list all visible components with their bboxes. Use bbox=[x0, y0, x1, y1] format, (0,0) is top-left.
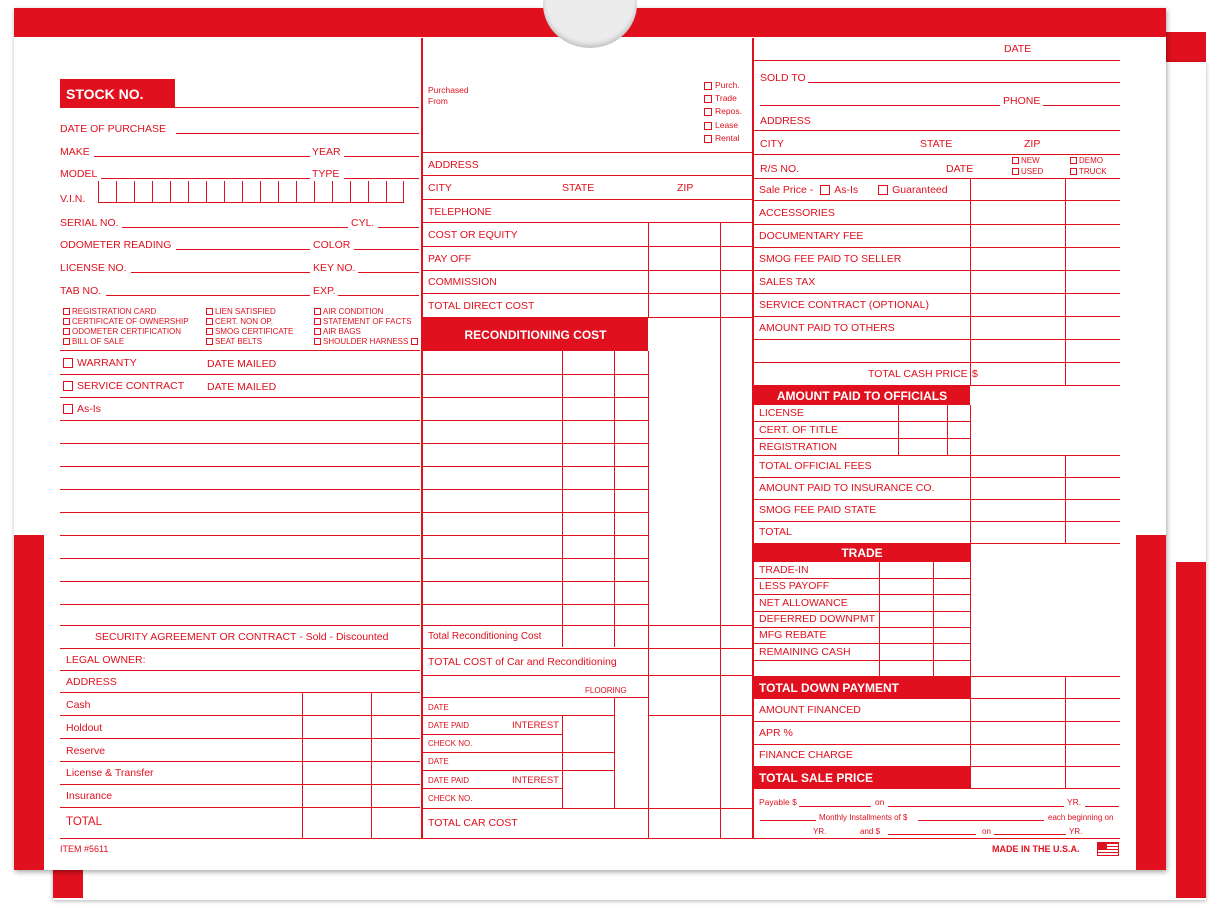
model-label: MODEL bbox=[60, 168, 98, 180]
option-rental[interactable]: Rental bbox=[704, 134, 740, 143]
middle-address-label: ADDRESS bbox=[428, 159, 479, 171]
total-reconditioning-cost: Total Reconditioning Cost bbox=[428, 631, 542, 642]
installment-yr-label: YR. bbox=[813, 827, 827, 836]
checkbox-icon bbox=[63, 381, 73, 391]
total-official-fees-label: TOTAL OFFICIAL FEES bbox=[759, 460, 872, 472]
checkbox-icon bbox=[206, 328, 213, 335]
note-line[interactable] bbox=[60, 466, 420, 467]
trade-in-label: TRADE-IN bbox=[759, 564, 809, 576]
back-card-right-tab bbox=[1176, 562, 1206, 898]
row-insurance: Insurance bbox=[66, 790, 113, 802]
note-line[interactable] bbox=[60, 420, 420, 421]
doc-air-bags[interactable]: AIR BAGS bbox=[314, 327, 361, 336]
make-label: MAKE bbox=[60, 146, 90, 158]
note-line[interactable] bbox=[60, 604, 420, 605]
us-flag-icon bbox=[1097, 842, 1119, 856]
rs-date-label: DATE bbox=[946, 163, 974, 175]
type-field[interactable] bbox=[344, 178, 419, 179]
checkbox-icon bbox=[206, 308, 213, 315]
total-cash-price-dollar: $ bbox=[972, 368, 978, 380]
checkbox-icon bbox=[63, 404, 73, 414]
flooring-date-1: DATE bbox=[428, 703, 449, 712]
used-option[interactable]: USED bbox=[1012, 167, 1043, 176]
flooring-date-paid-2: DATE PAID bbox=[428, 776, 470, 785]
amount-paid-insurance-label: AMOUNT PAID TO INSURANCE CO. bbox=[759, 482, 935, 494]
color-label: COLOR bbox=[313, 239, 351, 251]
flooring-date-paid-1: DATE PAID bbox=[428, 721, 470, 730]
cost-or-equity: COST OR EQUITY bbox=[428, 229, 518, 241]
and-on-label: on bbox=[982, 827, 991, 836]
doc-certificate-of-ownership[interactable]: CERTIFICATE OF OWNERSHIP bbox=[63, 317, 189, 326]
pay-off: PAY OFF bbox=[428, 253, 472, 265]
doc-shoulder-harness[interactable]: SHOULDER HARNESS bbox=[314, 337, 420, 346]
option-lease[interactable]: Lease bbox=[704, 121, 738, 130]
payable-on-field[interactable] bbox=[888, 806, 1064, 807]
checkbox-icon bbox=[63, 358, 73, 368]
license-fee-label: LICENSE bbox=[759, 407, 804, 419]
as-is-option[interactable]: As-Is bbox=[63, 403, 101, 415]
exp-field[interactable] bbox=[338, 295, 419, 296]
checkbox-icon bbox=[1012, 168, 1019, 175]
note-line[interactable] bbox=[60, 443, 420, 444]
doc-air-condition[interactable]: AIR CONDITION bbox=[314, 307, 383, 316]
phone-field[interactable] bbox=[1043, 105, 1120, 106]
checkbox-icon bbox=[704, 108, 712, 116]
note-line[interactable] bbox=[60, 512, 420, 513]
truck-option[interactable]: TRUCK bbox=[1070, 167, 1107, 176]
vin-label: V.I.N. bbox=[60, 193, 86, 205]
payable-yr-label: YR. bbox=[1067, 797, 1082, 807]
checkbox-icon bbox=[63, 328, 70, 335]
cert-of-title-label: CERT. OF TITLE bbox=[759, 424, 838, 436]
each-beginning-label: each beginning on bbox=[1048, 813, 1114, 822]
rs-no-label: R/S NO. bbox=[760, 163, 800, 175]
checkbox-icon bbox=[411, 338, 418, 345]
cyl-label: CYL. bbox=[351, 217, 375, 229]
flooring-check-no-2: CHECK NO. bbox=[428, 794, 473, 803]
note-line[interactable] bbox=[60, 581, 420, 582]
amount-financed-label: AMOUNT FINANCED bbox=[759, 704, 861, 716]
left-address-label: ADDRESS bbox=[66, 676, 117, 688]
security-agreement-label: SECURITY AGREEMENT OR CONTRACT - Sold - Discounted bbox=[95, 631, 389, 643]
service-date-mailed: DATE MAILED bbox=[207, 381, 277, 393]
checkbox-icon bbox=[314, 318, 321, 325]
checkbox-icon bbox=[704, 82, 712, 90]
from-label: From bbox=[428, 96, 448, 106]
trade-header: TRADE bbox=[754, 543, 970, 562]
monthly-installments-field[interactable] bbox=[918, 820, 1044, 821]
made-in-usa: MADE IN THE U.S.A. bbox=[992, 844, 1080, 854]
telephone-label: TELEPHONE bbox=[428, 206, 492, 218]
checkbox-icon bbox=[704, 95, 712, 103]
key-no-field[interactable] bbox=[358, 272, 419, 273]
and-label: and $ bbox=[860, 827, 881, 836]
divider-left-middle bbox=[421, 38, 423, 838]
payable-on-label: on bbox=[875, 797, 885, 807]
year-label: YEAR bbox=[312, 146, 341, 158]
license-no-field[interactable] bbox=[131, 272, 310, 273]
final-yr-label: YR. bbox=[1069, 827, 1083, 836]
note-line[interactable] bbox=[60, 489, 420, 490]
less-payoff-label: LESS PAYOFF bbox=[759, 580, 830, 592]
serial-no-field[interactable] bbox=[122, 227, 348, 228]
checkbox-icon bbox=[314, 308, 321, 315]
row-license-transfer: License & Transfer bbox=[66, 767, 154, 779]
back-card-bottom-tab bbox=[53, 870, 83, 898]
monthly-installments-label: Monthly Installments of $ bbox=[819, 813, 908, 822]
right-total-label: TOTAL bbox=[759, 526, 792, 538]
warranty-date-mailed: DATE MAILED bbox=[207, 358, 277, 370]
legal-owner-label: LEGAL OWNER: bbox=[66, 654, 146, 666]
doc-statement-of-facts[interactable]: STATEMENT OF FACTS bbox=[314, 317, 411, 326]
net-allowance-label: NET ALLOWANCE bbox=[759, 597, 848, 609]
apr-label: APR % bbox=[759, 727, 793, 739]
odometer-label: ODOMETER READING bbox=[60, 239, 172, 251]
checkbox-icon bbox=[206, 338, 213, 345]
commission: COMMISSION bbox=[428, 276, 497, 288]
smog-fee-seller-label: SMOG FEE PAID TO SELLER bbox=[759, 253, 902, 265]
flooring-interest-2: INTEREST bbox=[512, 775, 559, 786]
row-holdout: Holdout bbox=[66, 722, 103, 734]
sales-tax-label: SALES TAX bbox=[759, 276, 816, 288]
total-cost-car-recon: TOTAL COST of Car and Reconditioning bbox=[428, 656, 617, 668]
serial-no-label: SERIAL NO. bbox=[60, 217, 119, 229]
right-edge-tab bbox=[1136, 535, 1166, 870]
flooring-label: FLOORING bbox=[585, 686, 627, 695]
note-line[interactable] bbox=[60, 558, 420, 559]
payable-field[interactable] bbox=[799, 806, 871, 807]
guaranteed-checkbox-icon[interactable] bbox=[878, 185, 888, 195]
right-city-label: CITY bbox=[760, 138, 784, 150]
demo-option[interactable]: DEMO bbox=[1070, 156, 1103, 165]
row-total: TOTAL bbox=[66, 816, 102, 828]
flooring-interest-1: INTEREST bbox=[512, 720, 559, 731]
make-field[interactable] bbox=[94, 156, 310, 157]
checkbox-icon bbox=[314, 328, 321, 335]
stock-no-label: STOCK NO. bbox=[60, 79, 175, 108]
vin-boxes[interactable] bbox=[98, 181, 404, 203]
checkbox-icon bbox=[63, 308, 70, 315]
model-field[interactable] bbox=[101, 178, 310, 179]
total-cash-price-label: TOTAL CASH PRICE bbox=[868, 368, 968, 380]
registration-fee-label: REGISTRATION bbox=[759, 441, 837, 453]
middle-city-label: CITY bbox=[428, 182, 452, 194]
officials-header: AMOUNT PAID TO OFFICIALS bbox=[754, 386, 970, 405]
checkbox-icon bbox=[63, 318, 70, 325]
checkbox-icon bbox=[63, 338, 70, 345]
bottom-rule bbox=[60, 838, 1120, 839]
purchased-label: Purchased bbox=[428, 85, 469, 95]
date-of-purchase-field[interactable] bbox=[176, 133, 419, 134]
checkbox-icon bbox=[704, 122, 712, 130]
odometer-field[interactable] bbox=[176, 249, 310, 250]
right-date-label: DATE bbox=[1004, 43, 1032, 55]
date-of-purchase-label: DATE OF PURCHASE bbox=[60, 123, 166, 135]
checkbox-icon bbox=[1070, 157, 1077, 164]
right-address-label: ADDRESS bbox=[760, 115, 811, 127]
doc-odometer-certification[interactable]: ODOMETER CERTIFICATION bbox=[63, 327, 181, 336]
sold-to-label: SOLD TO bbox=[760, 72, 806, 84]
year-field[interactable] bbox=[344, 156, 419, 157]
row-reserve: Reserve bbox=[66, 745, 106, 757]
accessories-label: ACCESSORIES bbox=[759, 207, 835, 219]
note-line[interactable] bbox=[60, 535, 420, 536]
service-contract-option[interactable]: SERVICE CONTRACT bbox=[63, 380, 184, 392]
total-sale-price-label: TOTAL SALE PRICE bbox=[754, 767, 970, 788]
color-field[interactable] bbox=[354, 249, 419, 250]
cyl-field[interactable] bbox=[378, 227, 419, 228]
flooring-check-no-1: CHECK NO. bbox=[428, 739, 473, 748]
checkbox-icon bbox=[1070, 168, 1077, 175]
smog-fee-state-label: SMOG FEE PAID STATE bbox=[759, 504, 877, 516]
sold-to-field[interactable] bbox=[808, 82, 1120, 83]
remaining-cash-label: REMAINING CASH bbox=[759, 646, 851, 658]
middle-zip-label: ZIP bbox=[677, 182, 694, 194]
phone-label: PHONE bbox=[1003, 95, 1041, 107]
deferred-downpmt-label: DEFERRED DOWNPMT bbox=[759, 613, 876, 625]
total-direct-cost: TOTAL DIRECT COST bbox=[428, 300, 535, 312]
left-edge-tab bbox=[14, 535, 44, 870]
doc-lien-satisfied[interactable]: LIEN SATISFIED bbox=[206, 307, 276, 316]
tab-no-label: TAB NO. bbox=[60, 285, 102, 297]
documentary-fee-label: DOCUMENTARY FEE bbox=[759, 230, 864, 242]
doc-bill-of-sale[interactable]: BILL OF SALE bbox=[63, 337, 124, 346]
payable-label: Payable $ bbox=[759, 797, 797, 807]
service-contract-optional-label: SERVICE CONTRACT (OPTIONAL) bbox=[759, 299, 929, 311]
type-label: TYPE bbox=[312, 168, 340, 180]
exp-label: EXP. bbox=[313, 285, 336, 297]
payable-yr-field[interactable] bbox=[1085, 806, 1119, 807]
new-option[interactable]: NEW bbox=[1012, 156, 1040, 165]
form-card bbox=[14, 8, 1166, 870]
option-repos[interactable]: Repos. bbox=[704, 107, 742, 116]
item-number: ITEM #5611 bbox=[60, 844, 109, 854]
right-zip-label: ZIP bbox=[1024, 138, 1041, 150]
as-is-checkbox-icon[interactable] bbox=[820, 185, 830, 195]
doc-registration-card[interactable]: REGISTRATION CARD bbox=[63, 307, 156, 316]
tab-no-field[interactable] bbox=[106, 295, 310, 296]
right-state-label: STATE bbox=[920, 138, 953, 150]
checkbox-icon bbox=[314, 338, 321, 345]
doc-smog-certificate[interactable]: SMOG CERTIFICATE bbox=[206, 327, 293, 336]
back-card-right-stripe bbox=[1166, 32, 1206, 62]
option-trade[interactable]: Trade bbox=[704, 94, 737, 103]
option-purch[interactable]: Purch. bbox=[704, 81, 740, 90]
key-no-label: KEY NO. bbox=[313, 262, 356, 274]
doc-seat-belts[interactable]: SEAT BELTS bbox=[206, 337, 262, 346]
mfg-rebate-label: MFG REBATE bbox=[759, 629, 827, 641]
row-cash: Cash bbox=[66, 699, 91, 711]
doc-cert-non-op[interactable]: CERT. NON OP. bbox=[206, 317, 273, 326]
reconditioning-header: RECONDITIONING COST bbox=[423, 318, 648, 351]
note-line[interactable] bbox=[60, 625, 420, 626]
amount-paid-others-label: AMOUNT PAID TO OTHERS bbox=[759, 322, 895, 334]
checkbox-icon bbox=[704, 135, 712, 143]
sale-price-row: Sale Price - As-Is Guaranteed bbox=[759, 184, 948, 196]
total-down-payment-label: TOTAL DOWN PAYMENT bbox=[754, 677, 970, 698]
checkbox-icon bbox=[206, 318, 213, 325]
finance-charge-label: FINANCE CHARGE bbox=[759, 749, 853, 761]
license-no-label: LICENSE NO. bbox=[60, 262, 127, 274]
sold-to-field-2[interactable] bbox=[760, 105, 1000, 106]
warranty-option[interactable]: WARRANTY bbox=[63, 357, 137, 369]
total-car-cost: TOTAL CAR COST bbox=[428, 817, 518, 829]
middle-state-label: STATE bbox=[562, 182, 595, 194]
flooring-date-2: DATE bbox=[428, 757, 449, 766]
checkbox-icon bbox=[1012, 157, 1019, 164]
